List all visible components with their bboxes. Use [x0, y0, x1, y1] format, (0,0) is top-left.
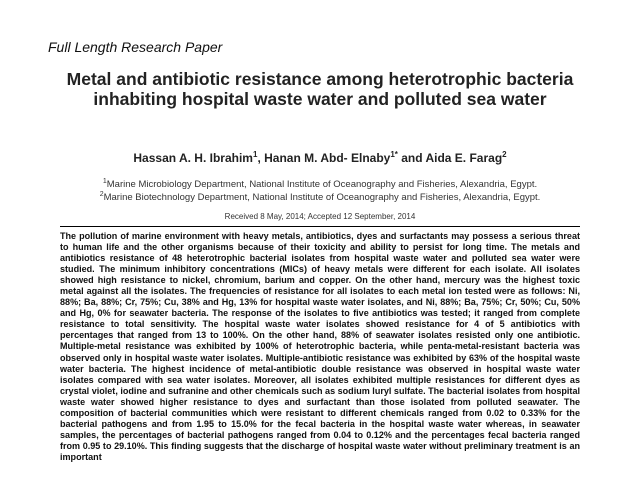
affiliation-2 [0, 191, 640, 203]
affiliation-text: Marine Biotechnology Department, National Institute of Oceanography and Fisheries, Alexandria, Egypt. [103, 192, 541, 204]
affiliation-marker: 1 [102, 178, 107, 185]
author-name: Hanan M. Abd- Elnaby [264, 151, 391, 165]
author-affiliation-marker: 1 [252, 150, 258, 159]
affiliation-marker: 2 [99, 191, 104, 198]
author-separator: and [397, 151, 426, 165]
author-name: Aida E. Farag [425, 151, 503, 165]
affiliation-1 [0, 178, 640, 190]
author-separator: , [257, 151, 265, 165]
author-affiliation-marker: 1* [390, 150, 398, 159]
author-affiliation-marker: 2 [502, 150, 507, 159]
paper-type-label: Full Length Research Paper [48, 39, 223, 55]
paper-title: Metal and antibiotic resistance among heterotrophic bacteria inhabiting hospital waste water and polluted sea water [66, 69, 574, 109]
author-line [0, 150, 640, 165]
section-divider [60, 226, 580, 227]
affiliation-text: Marine Microbiology Department, National Institute of Oceanography and Fisheries, Alexandria, Egypt. [106, 179, 538, 191]
abstract-text: The pollution of marine environment with heavy metals, antibiotics, dyes and surfactants may possess a serious threat to human life and the other organisms because of their toxicity and ability to persist for long time. The metals and antibiotics resistance of 48 heterotrophic bacterial isolates from hospital waste water and polluted sea water were studied. The minimum inhibitory concentrations (MICs) of heavy metals were different for each isolate. All isolates showed high resistance to nickel, chromium, barium and copper. On the other hand, mercury was the highest toxic metal against all the isolates. The frequencies of resistance for all isolates to each metal ion tested were as follows: Ni, 88%; Ba, 88%; Cr, 75%; Cu, 38% and Hg, 13% for hospital waste water isolates, and Ni, 88%; Ba, 75%; Cr, 50%; Cu, 50% and Hg, 0% for seawater bacteria. The response of the isolates to five antibiotics was tested; it ranged from complete resistance to total sensitivity. The hospital waste water isolates showed resistance for 4 of 5 antibiotics with percentages that ranged from 13 to 100%. On the other hand, 88% of seawater isolates resisted only one antibiotic. Multiple-metal resistance was exhibited by 100% of heterotrophic bacteria, while penta-metal-resistant bacteria was observed only in hospital waste water isolates. Multiple-antibiotic resistance was exhibited by 63% of the hospital waste water bacteria. The highest incidence of metal-antibiotic double resistance was observed in hospital waste water isolates compared with sea water isolates. Moreover, all isolates exhibited multiple resistances for different dyes as crystal violet, iodine and sufranine and other chemicals such as sodium luryl sulfate. The bacterial isolates from hospital waste water showed higher resistance to dyes and surfactant than those isolated from polluted seawater. The composition of bacterial communities which were resistant to different chemicals ranged from 0.02 to 0.33% for the bacterial pathogens and from 1.95 to 15.0% for the fecal bacteria in the hospital waste water whereas, in seawater samples, the percentages of bacterial pathogens ranged from 0.04 to 0.12% and the percentages fecal bacteria ranged from 0.95 to 29.10%. This finding suggests that the discharge of hospital waste water without preliminary treatment is an important [60, 231, 580, 462]
author-name: Hassan A. H. Ibrahim [133, 151, 253, 165]
received-accepted-dates: Received 8 May, 2014; Accepted 12 September, 2014 [224, 212, 416, 221]
